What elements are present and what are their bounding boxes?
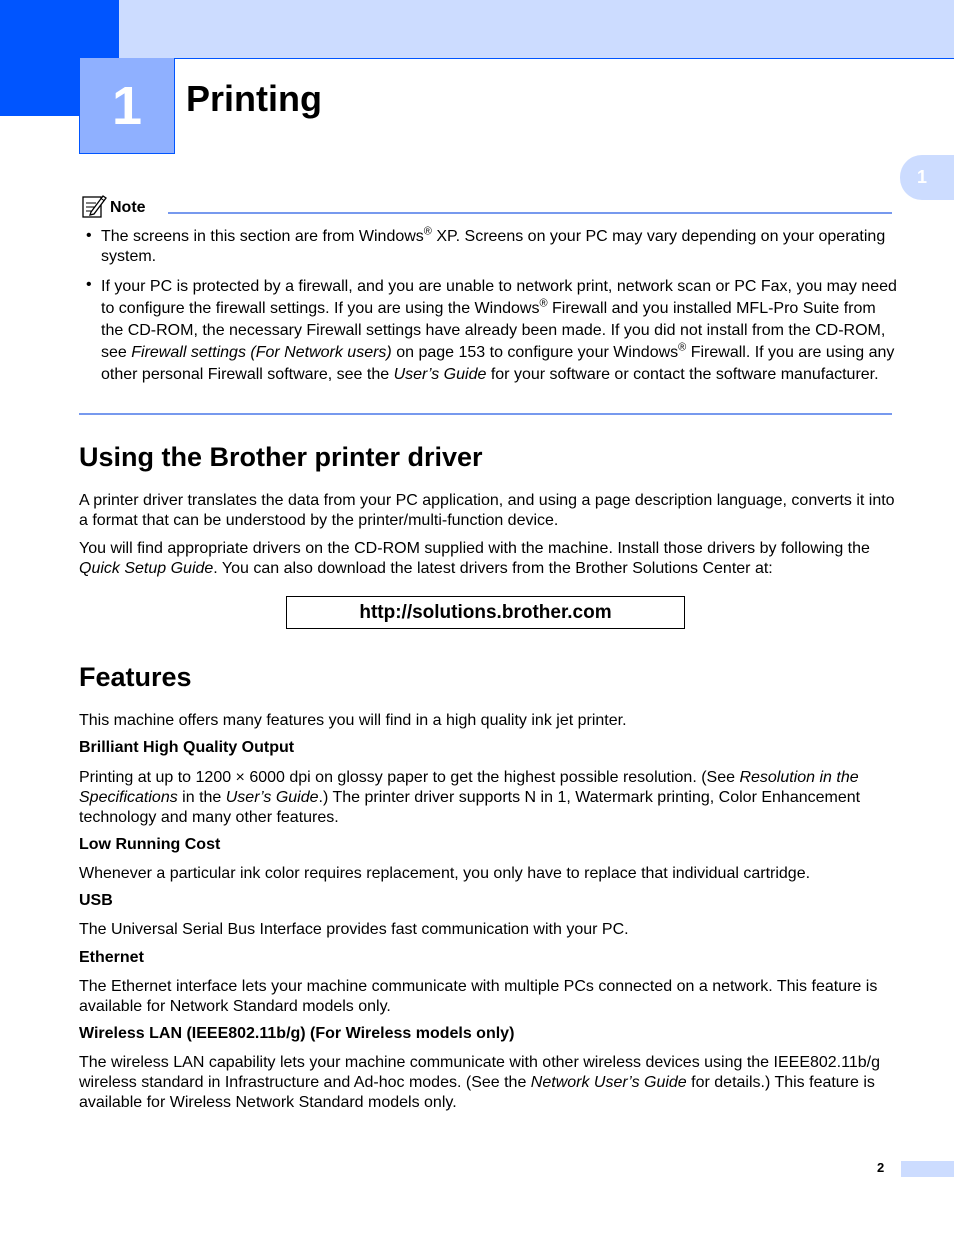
section-heading-printer-driver: Using the Brother printer driver <box>79 442 483 472</box>
paragraph-driver-intro: A printer driver translates the data from your PC application, and using a page description language, converts it into a format that can be understood by the printer/multi-function device. <box>79 492 895 529</box>
footer-bar <box>901 1161 954 1177</box>
feature-text-output: Printing at up to 1200 × 6000 dpi on glossy paper to get the highest possible resolution. (See Resolution in the Specifications in the User’s Guide.) The printer driver supports N in 1, Watermark printing, Color Enhancement technology and many other features. <box>79 769 861 826</box>
note-bottom-rule <box>79 413 892 415</box>
feature-title-output: Brilliant High Quality Output <box>79 739 295 756</box>
note-bullet-1: • <box>86 227 92 244</box>
note-label: Note <box>110 199 146 216</box>
note-item-1: The screens in this section are from Windows® XP. Screens on your PC may vary depending on your operating system. <box>101 225 886 265</box>
side-tab-label: 1 <box>917 167 928 187</box>
solutions-url-box <box>286 596 685 629</box>
chapter-side-tab <box>900 155 954 200</box>
feature-title-wireless: Wireless LAN (IEEE802.11b/g) (For Wireless models only) <box>79 1025 515 1042</box>
page-number: 2 <box>877 1160 885 1175</box>
chapter-number-box <box>79 58 175 154</box>
note-bullet-2: • <box>86 276 92 293</box>
chapter-number: 1 <box>111 75 143 136</box>
feature-text-wireless: The wireless LAN capability lets your machine communicate with other wireless devices using the IEEE802.11b/g wireless standard in Infrastructure and Ad-hoc modes. (See the Network User’s Guide for details.) This feature is available for Wireless Network Standard models only. <box>79 1054 880 1111</box>
note-pencil-icon <box>81 193 107 219</box>
feature-text-ethernet: The Ethernet interface lets your machine communicate with multiple PCs connected on a network. This feature is available for Network Standard models only. <box>79 978 878 1015</box>
feature-title-ethernet: Ethernet <box>79 949 144 966</box>
chapter-title: Printing <box>186 78 322 119</box>
paragraph-features-intro: This machine offers many features you will find in a high quality ink jet printer. <box>79 712 627 729</box>
header-rule <box>119 58 954 59</box>
paragraph-driver-download: You will find appropriate drivers on the CD-ROM supplied with the machine. Install those drivers by following the Quick Setup Guide. You can also download the latest drivers from the Brother Solutions Center at: <box>79 540 870 577</box>
feature-title-cost: Low Running Cost <box>79 836 221 853</box>
feature-title-usb: USB <box>79 892 113 909</box>
solutions-url[interactable]: http://solutions.brother.com <box>359 601 612 623</box>
feature-text-cost: Whenever a particular ink color requires replacement, you only have to replace that individual cartridge. <box>79 865 811 882</box>
section-heading-features: Features <box>79 662 192 692</box>
note-top-rule <box>168 212 892 214</box>
feature-text-usb: The Universal Serial Bus Interface provides fast communication with your PC. <box>79 921 629 938</box>
note-item-2: If your PC is protected by a firewall, and you are unable to network print, network scan or PC Fax, you may need to configure the firewall settings. If you are using the Windows® Firewall and you installed MFL-Pro Suite from the CD-ROM, the necessary Firewall settings have already been made. If you did not install from the CD-ROM, see Firewall settings (For Network users) on page 153 to configure your Windows® Firewall. If you are using any other personal Firewall software, see the User’s Guide for your software or contact the software manufacturer. <box>101 278 897 383</box>
header-band <box>0 0 954 58</box>
